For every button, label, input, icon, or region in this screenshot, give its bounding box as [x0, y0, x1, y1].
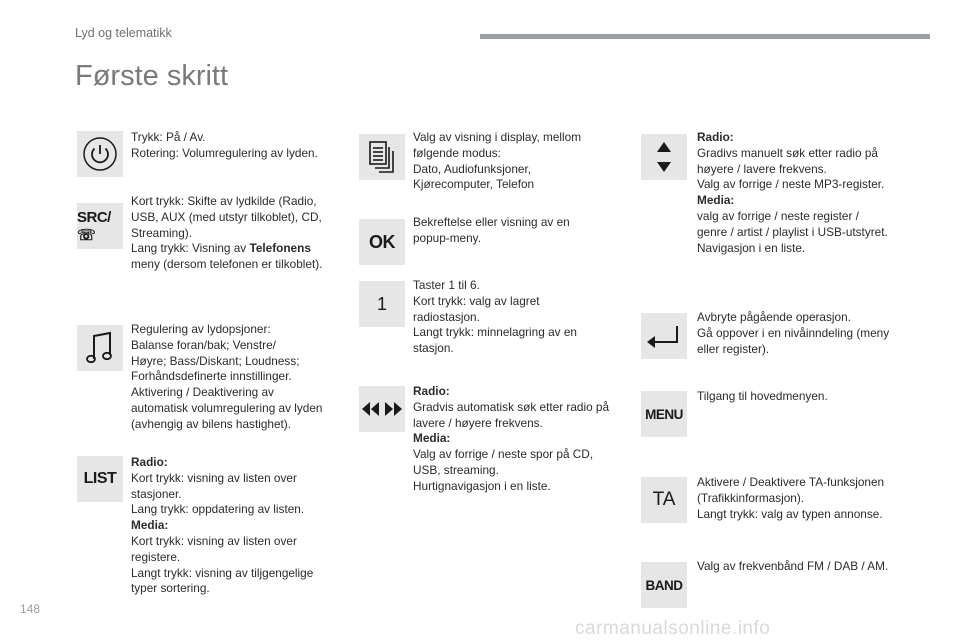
preset-description: Taster 1 til 6. Kort trykk: valg av lagret radiostasjon. Langt trykk: minnelagring av en stasjon.: [413, 278, 577, 356]
page-title: Første skritt: [75, 60, 229, 92]
up-down-arrows-icon: [641, 134, 687, 180]
src-phone-icon: SRC/☏: [77, 203, 123, 249]
seek-icon: [359, 386, 405, 432]
display-description: Valg av visning i display, mellom følgende modus: Dato, Audiofunksjoner, Kjørecomputer, Telefon: [413, 130, 582, 192]
band-icon: BAND: [641, 562, 687, 608]
updown-description: Radio: Gradivs manuelt søk etter radio på høyere / lavere frekvens. Valg av forrige / neste MP3-register. Media: valg av forrige / neste register / genre / artist / playlist i USB-utstyret. Navigasjon i en liste.: [697, 130, 888, 255]
section-header: Lyd og telematikk: [75, 26, 172, 40]
list-icon: LIST: [77, 456, 123, 502]
ta-icon: TA: [641, 477, 687, 523]
page-number: 148: [20, 602, 41, 616]
power-icon: [77, 131, 123, 177]
ok-description: Bekreftelse eller visning av en popup-meny.: [413, 215, 570, 245]
ta-description: Aktivere / Deaktivere TA-funksjonen (Trafikkinformasjon). Langt trykk: valg av typen annonse.: [697, 475, 885, 521]
return-arrow-icon: [641, 313, 687, 359]
list-description: Radio: Kort trykk: visning av listen over stasjoner. Lang trykk: oppdatering av listen. Media: Kort trykk: visning av listen over registere. Langt trykk: visning av tiljgengelige typer sortering.: [131, 455, 314, 596]
power-description: Trykk: På / Av. Rotering: Volumregulering av lyden.: [131, 130, 318, 160]
menu-icon: MENU: [641, 391, 687, 437]
back-description: Avbryte pågående operasjon. Gå oppover i en nivåinndeling (meny eller register).: [697, 310, 890, 356]
menu-description: Tilgang til hovedmenyen.: [697, 389, 828, 403]
header-bar: [480, 34, 930, 39]
music-note-icon: [77, 325, 123, 371]
preset-1-icon: 1: [359, 281, 405, 327]
watermark: carmanualsonline.info: [575, 618, 771, 639]
music-description: Regulering av lydopsjoner: Balanse foran/bak; Venstre/ Høyre; Bass/Diskant; Loudness; Forhåndsdefinerte innstillinger. Aktivering / Deaktivering av automatisk volumregulering av lyden (avhengig av bilens hastighet).: [131, 322, 323, 431]
ok-icon: OK: [359, 219, 405, 265]
src-description: Kort trykk: Skifte av lydkilde (Radio, USB, AUX (med utstyr tilkoblet), CD, Streaming). Lang trykk: Visning av Telefonens meny (dersom telefonen er tilkoblet).: [131, 194, 323, 272]
display-mode-icon: [359, 134, 405, 180]
band-description: Valg av frekvenbånd FM / DAB / AM.: [697, 559, 889, 573]
seek-description: Radio: Gradvis automatisk søk etter radio på lavere / høyere frekvens. Media: Valg av forrige / neste spor på CD, USB, streaming. Hurtignavigasjon i en liste.: [413, 384, 610, 493]
